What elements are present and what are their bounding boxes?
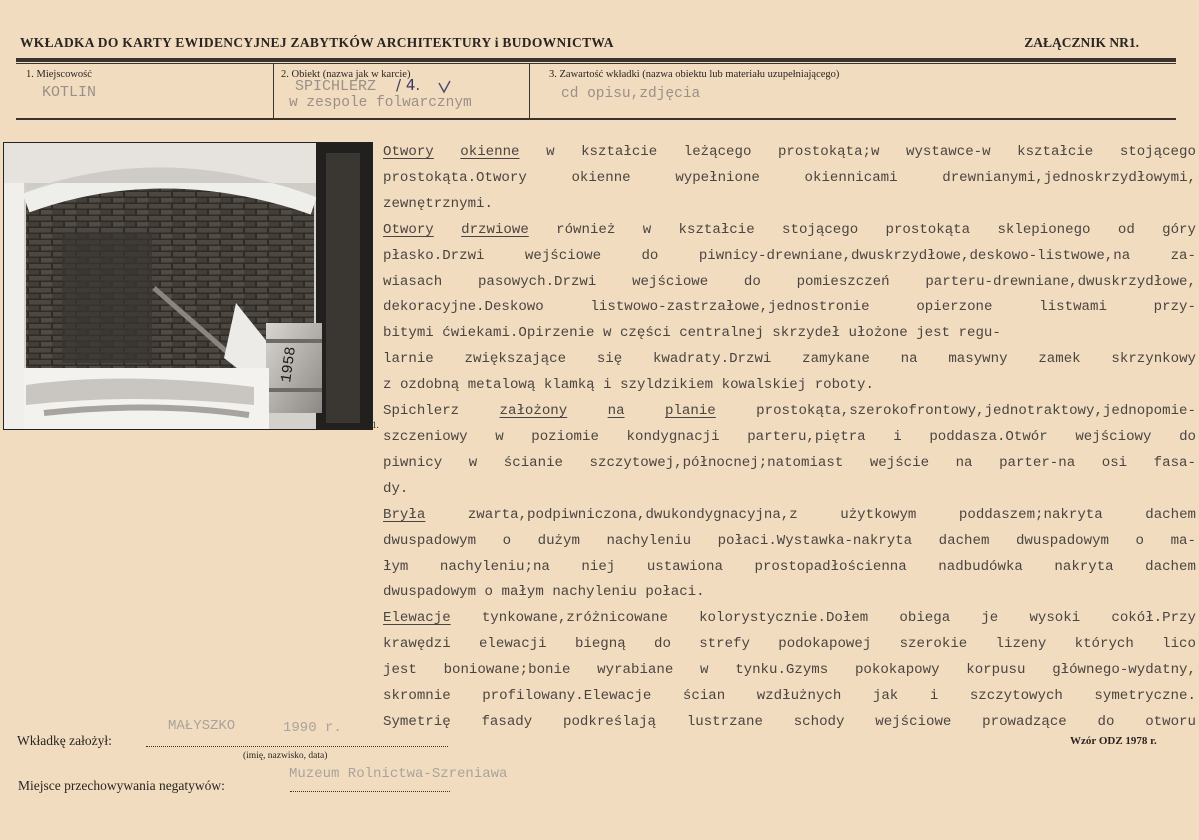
text-line: dy. <box>383 480 409 497</box>
text-line: dwuspadowym o dużym nachyleniu połaci.Wystawka-nakryta dachem dwuspadowym o ma- <box>383 532 1196 549</box>
text-line: wiasach pasowych.Drzwi wejściowe do pomieszczeń parteru-drewniane,dwuskrzydłowe, <box>383 273 1196 290</box>
text-line: dekoracyjne.Deskowo listwowo-zastrzałowe,jednostronie opierzone listwami przy- <box>383 299 1196 316</box>
text-line: jest boniowane;bonie wyrabiane w tynku.Gzyms pokokapowy korpusu głównego-wydatny, <box>383 662 1196 679</box>
text-line: Bryła zwarta,podpiwniczona,dwukondygnacyjna,z użytkowym poddaszem;nakryta dachem <box>383 506 1196 523</box>
text-line: łym nachyleniu;na niej ustawiona prostopadłościenna nadbudówka nakryta dachem <box>383 558 1196 575</box>
form-title: WKŁADKA DO KARTY EWIDENCYJNEJ ZABYTKÓW ARCHITEKTURY i BUDOWNICTWA <box>20 35 614 50</box>
author-hint: (imię, nazwisko, data) <box>243 751 328 761</box>
author-line <box>146 746 448 747</box>
description-text <box>383 140 1196 736</box>
locality-label: 1. Miejscowość <box>26 69 92 80</box>
author-year: 1990 r. <box>283 720 342 736</box>
text-line: Spichlerz założony na planie prostokąta,szerokofrontowy,jednotraktowy,jednopomie- <box>383 403 1196 420</box>
object-number: / 4. <box>396 76 421 94</box>
building-photo <box>3 142 373 430</box>
text-line: Otwory okienne w kształcie leżącego prostokąta;w wystawce-w kształcie stojącego <box>383 144 1196 160</box>
object-label: 2. Obiekt (nazwa jak w karcie) <box>281 69 411 80</box>
crate-label: 1958 <box>278 345 300 384</box>
check-mark-icon <box>438 80 452 94</box>
text-line: larnie zwiększające się kwadraty.Drzwi zamykane na masywny zamek skrzynkowy <box>383 351 1196 368</box>
text-line: prostokąta.Otwory okienne wypełnione okiennicami drewnianymi,jednoskrzydłowymi, <box>383 169 1196 186</box>
author-value: MAŁYSZKO <box>168 718 236 734</box>
text-line: Elewacje tynkowane,zróżnicowane kolorystycznie.Dołem obiega je wysoki cokół.Przy <box>383 610 1196 627</box>
text-line: bitymi ćwiekami.Opirzenie w części centralnej skrzydeł ułożone jest regu- <box>383 325 1001 342</box>
storage-label: Miejsce przechowywania negatywów: <box>18 778 225 793</box>
object-complex: w zespole folwarcznym <box>289 95 472 111</box>
header-rule-thin <box>16 63 1176 64</box>
fields-rule <box>16 118 1176 120</box>
field-divider <box>273 64 274 118</box>
text-line: Otwory drzwiowe również w kształcie stojącego prostokąta sklepionego od góry <box>383 221 1196 238</box>
text-line: skromnie profilowany.Elewacje ścian wzdłużnych jak i szczytowych symetryczne. <box>383 688 1196 705</box>
template-label: Wzór ODZ 1978 r. <box>1070 735 1157 747</box>
text-line: dwuspadowym o małym nachyleniu połaci. <box>383 584 705 601</box>
contents-label: 3. Zawartość wkładki (nazwa obiektu lub materiału uzupełniającego) <box>549 69 840 80</box>
text-line: krawędzi elewacji biegną do strefy podokapowej szerokie lizeny których lico <box>383 636 1196 653</box>
text-line: zewnętrznymi. <box>383 195 493 212</box>
storage-line <box>290 791 450 792</box>
object-value: SPICHLERZ <box>295 78 377 95</box>
contents-value: cd opisu,zdjęcia <box>561 86 701 102</box>
photo-number: 1. <box>372 420 379 430</box>
author-label: Wkładkę założył: <box>17 733 112 748</box>
storage-value: Muzeum Rolnictwa-Szreniawa <box>289 766 508 782</box>
text-line: z ozdobną metalową klamką i szyldzikiem kowalskiej roboty. <box>383 377 874 394</box>
text-line: płasko.Drzwi wejściowe do piwnicy-drewniane,dwuskrzydłowe,deskowo-listwowe,na za- <box>383 247 1196 264</box>
locality-value: KOTLIN <box>42 84 97 101</box>
field-divider <box>529 64 530 118</box>
header-rule <box>16 58 1176 62</box>
text-line: piwnicy w ścianie szczytowej,północnej;natomiast wejście na parter-na osi fasa- <box>383 454 1196 471</box>
text-line: szczeniowy w poziomie kondygnacji parteru,piętra i poddasza.Otwór wejściowy do <box>383 428 1196 445</box>
text-line: Symetrię fasady podkreślają lustrzane schody wejściowe prowadzące do otworu <box>383 713 1196 730</box>
annex-number: ZAŁĄCZNIK NR1. <box>1024 35 1139 50</box>
